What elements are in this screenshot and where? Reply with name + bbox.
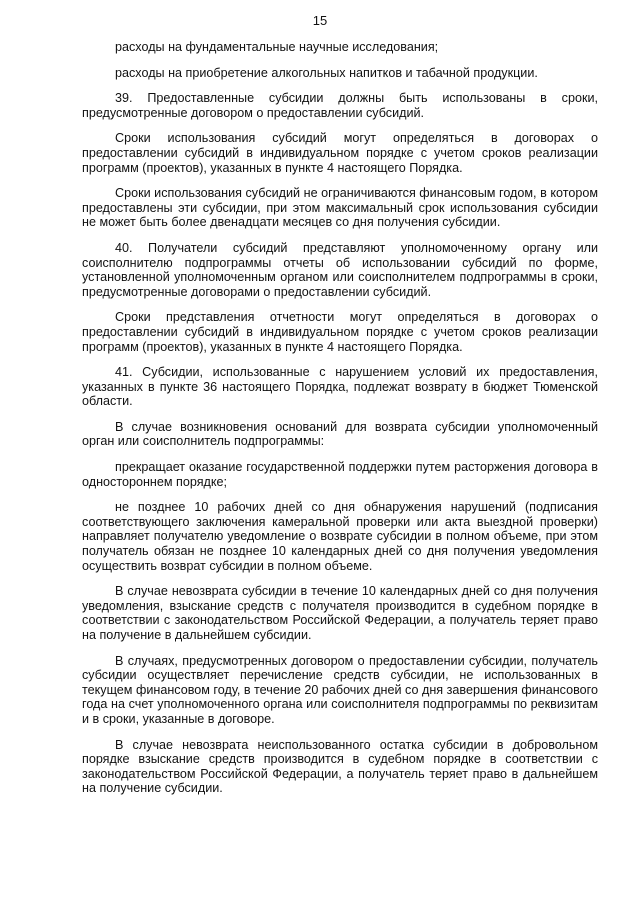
paragraph-usage-terms: Сроки использования субсидий могут определяться в договорах о предоставлении субсидий в индивидуальном порядке с учетом сроков реализации программ (проектов), указанных в пункте 4 настоящего Порядка.	[82, 131, 598, 175]
paragraph-expense-alcohol-tobacco: расходы на приобретение алкогольных напитков и табачной продукции.	[115, 65, 538, 80]
paragraph-expense-research: расходы на фундаментальные научные исследования;	[115, 40, 439, 54]
paragraph-clause-40: 40. Получатели субсидий представляют уполномоченному органу или соисполнителю подпрограммы отчеты об использовании субсидий по форме, установленной уполномоченным органом или соисполнителем подпрограммы в сроки, предусмотренные договорами о предоставлении субсидий.	[82, 240, 598, 299]
paragraph-usage-limit: Сроки использования субсидий не ограничиваются финансовым годом, в котором предоставлены эти субсидии, при этом максимальный срок использования субсидии не может быть более двенадцати месяцев со дня получения субсидии.	[82, 186, 598, 230]
paragraph-clause-39: 39. Предоставленные субсидии должны быть использованы в сроки, предусмотренные договором о предоставлении субсидий.	[82, 91, 598, 120]
page-number: 15	[312, 13, 328, 28]
paragraph-court-recovery: В случае невозврата субсидии в течение 10 календарных дней со дня получения уведомления, взыскание средств с получателя производится в судебном порядке в соответствии с законодательством Российской Федерации, а получатель теряет право на получение в дальнейшем субсидии.	[82, 584, 598, 642]
paragraph-unused-funds: В случаях, предусмотренных договором о предоставлении субсидии, получатель субсидии осуществляет перечисление средств субсидии, не использованных в текущем финансовом году, в течение 20 рабочих дней со дня завершения финансового года на счет уполномоченного органа или соисполнителя подпрограммы по реквизитам и в сроки, указанные в договоре.	[82, 653, 598, 726]
paragraph-reporting-terms: Сроки представления отчетности могут определяться в договорах о предоставлении субсидий в индивидуальном порядке с учетом сроков реализации программ (проектов), указанных в пункте 4 настоящего Порядка.	[82, 310, 598, 354]
paragraph-return-grounds: В случае возникновения оснований для возврата субсидии уполномоченный орган или соисполнитель подпрограммы:	[82, 419, 598, 449]
paragraph-clause-41: 41. Субсидии, использованные с нарушением условий их предоставления, указанных в пункте 36 настоящего Порядка, подлежат возврату в бюджет Тюменской области.	[82, 365, 598, 409]
paragraph-return-notice: не позднее 10 рабочих дней со дня обнаружения нарушений (подписания соответствующего заключения камеральной проверки или акта выездной проверки) направляет получателю уведомление о возврате субсидии в полном объеме, при этом получатель обязан не позднее 10 календарных дней со дня получения уведомления осуществить возврат субсидии в полном объеме.	[82, 500, 598, 573]
paragraph-termination: прекращает оказание государственной поддержки путем расторжения договора в одностороннем порядке;	[82, 460, 598, 489]
document-body	[82, 40, 598, 796]
paragraph-voluntary-return: В случае невозврата неиспользованного остатка субсидии в добровольном порядке взыскание средств производится в судебном порядке в соответствии с законодательством Российской Федерации, а получатель теряет право в дальнейшем на получение субсидии.	[82, 737, 598, 796]
